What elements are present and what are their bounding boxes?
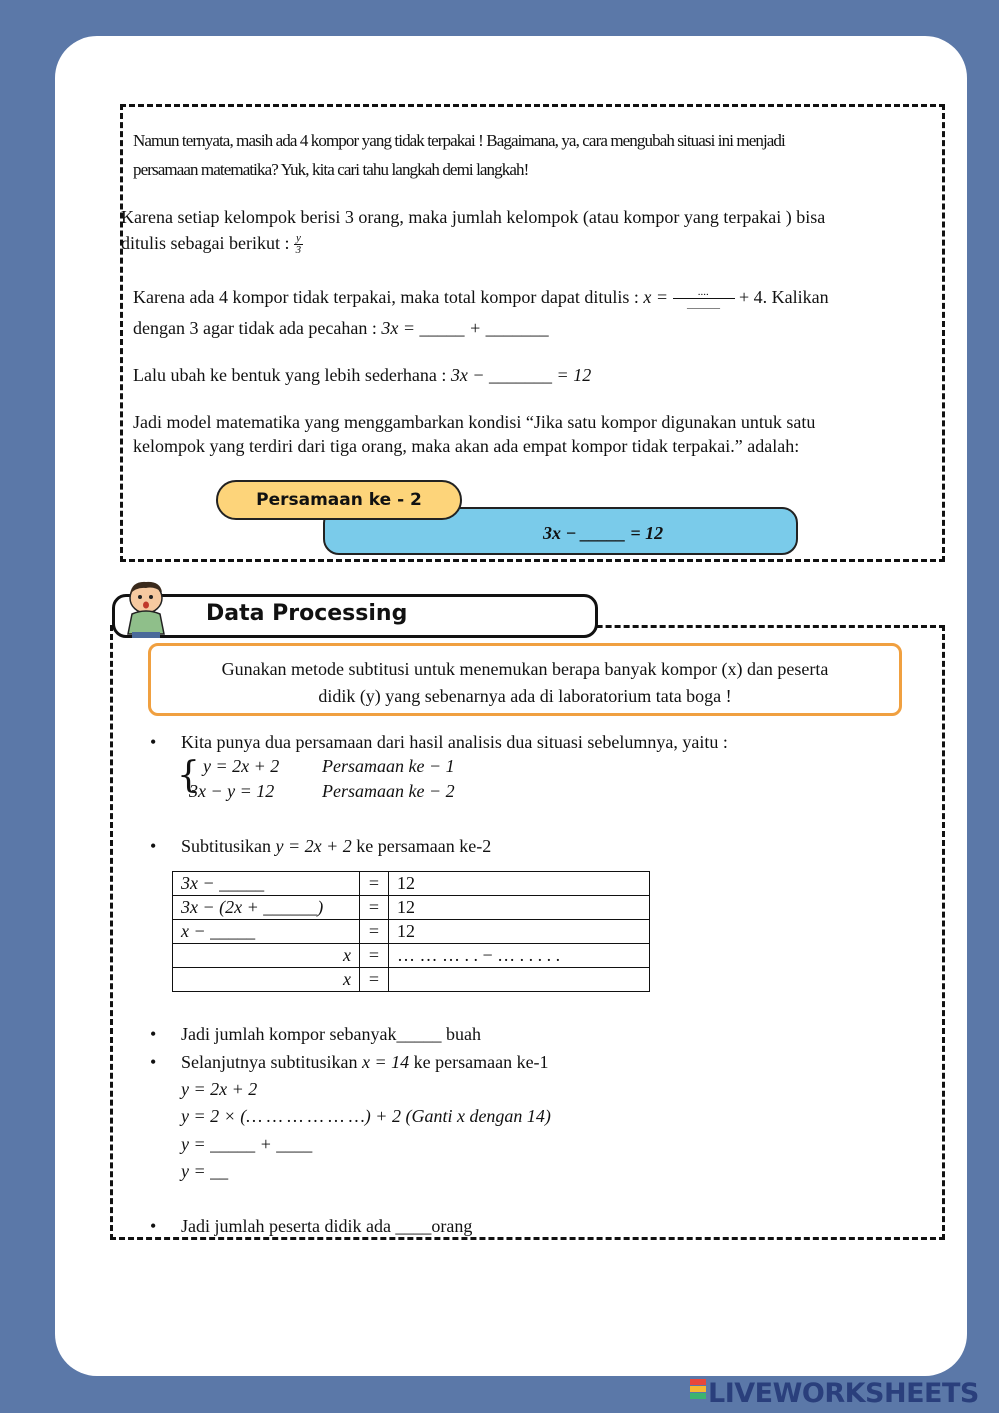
system-eq1-label: Persamaan ke − 1 (322, 756, 455, 776)
table-cell-eq: = (360, 896, 389, 920)
table-cell-eq: = (360, 872, 389, 896)
data-processing-title: Data Processing (206, 601, 408, 626)
table-cell-right (389, 968, 650, 992)
bullet-dot: • (150, 1216, 157, 1236)
equation-2-value: 3x − _____ = 12 (543, 523, 664, 543)
instruction-box (148, 643, 902, 716)
table-row (173, 896, 650, 920)
paragraph-total-line2 (133, 316, 549, 340)
table-row (173, 872, 650, 896)
table-cell-right: … … … . . − … . . . . . (389, 944, 650, 968)
substitute-math: y = 2x + 2 (275, 836, 352, 856)
instruction-line1: Gunakan metode subtitusi untuk menemukan berapa banyak kompor (x) dan peserta (221, 659, 829, 679)
bullet-dot: • (150, 836, 157, 856)
bullet-total-students: Jadi jumlah peserta didik ada ____orang (181, 1216, 473, 1236)
substitute-text: Subtitusikan (181, 836, 272, 856)
step-2-note: (Ganti x dengan 14) (405, 1106, 551, 1126)
bullet-two-equations: Kita punya dua persamaan dari hasil analisis dua situasi sebelumnya, yaitu : (181, 732, 728, 752)
student-character-icon (118, 578, 174, 640)
system-eq2: 3x − y = 12 (189, 781, 275, 801)
table-cell-eq: = (360, 920, 389, 944)
total-text: Karena ada 4 kompor tidak terpakai, maka total kompor dapat ditulis : (133, 287, 639, 307)
liveworksheets-logo (690, 1378, 979, 1409)
bullet-substitute-x (181, 1050, 549, 1074)
fraction-blank-denominator: ______ (687, 298, 720, 311)
intro-text-line2: persamaan matematika? Yuk, kita cari tahu langkah demi langkah! (133, 160, 529, 179)
fraction-blank-numerator: .... (673, 287, 735, 299)
substitution-table (172, 871, 650, 992)
bullet-dot: • (150, 1052, 157, 1072)
substitute-x-text-end: ke persamaan ke-1 (413, 1052, 549, 1072)
table-cell-eq: = (360, 944, 389, 968)
bullet-dot: • (150, 732, 157, 752)
simplify-text: Lalu ubah ke bentuk yang lebih sederhana : (133, 365, 447, 385)
bullet-total-stoves: Jadi jumlah kompor sebanyak_____ buah (181, 1024, 481, 1044)
system-eq2-label: Persamaan ke − 2 (322, 781, 455, 801)
logo-text: LIVEWORKSHEETS (708, 1378, 979, 1409)
instruction-line2: didik (y) yang sebenarnya ada di laboratorium tata boga ! (318, 686, 732, 706)
paragraph-total-line1 (133, 285, 829, 310)
simplify-math: 3x − _______ = 12 (450, 365, 592, 385)
total-math: x = (643, 287, 668, 307)
table-row (173, 944, 650, 968)
table-cell-left: x − _____ (173, 920, 360, 944)
multiply-math: 3x = _____ + _______ (381, 318, 549, 338)
table-cell-eq: = (360, 968, 389, 992)
table-row (173, 920, 650, 944)
paragraph-groups-line1: Karena setiap kelompok berisi 3 orang, maka jumlah kelompok (atau kompor yang terpakai ) bisa (121, 207, 826, 227)
paragraph-groups-text: ditulis sebagai berikut : (121, 233, 290, 253)
paragraph-model-line1: Jadi model matematika yang menggambarkan kondisi “Jika satu kompor digunakan untuk satu (133, 412, 816, 432)
fraction-y-over-3 (294, 233, 303, 256)
table-row (173, 968, 650, 992)
table-cell-left: x (173, 944, 360, 968)
table-cell-right: 12 (389, 872, 650, 896)
table-cell-left: x (173, 968, 360, 992)
intro-text-line1: Namun ternyata, masih ada 4 kompor yang tidak terpakai ! Bagaimana, ya, cara mengubah situasi ini menjadi (133, 131, 785, 150)
paragraph-simplify (133, 363, 591, 387)
bullet-dot: • (150, 1024, 157, 1044)
total-text-end: + 4. Kalikan (739, 287, 829, 307)
equation-2-label: Persamaan ke - 2 (216, 480, 462, 520)
table-cell-left: 3x − _____ (173, 872, 360, 896)
step-equation-1: y = 2x + 2 (181, 1079, 258, 1099)
substitute-x-math: x = 14 (361, 1052, 410, 1072)
fraction-denominator: 3 (295, 244, 302, 257)
fraction-numerator: y (295, 232, 301, 245)
step-equation-4: y = __ (181, 1161, 229, 1181)
live-color-icon (690, 1379, 706, 1405)
table-cell-right: 12 (389, 896, 650, 920)
table-cell-left: 3x − (2x + ______) (173, 896, 360, 920)
step-equation-3: y = _____ + ____ (181, 1134, 313, 1154)
paragraph-groups-line2 (121, 231, 303, 256)
bullet-substitute-y (181, 834, 491, 858)
step-equation-2 (181, 1104, 551, 1128)
table-cell-right: 12 (389, 920, 650, 944)
step-2-math: y = 2 × (… … … … … …) + 2 (181, 1106, 401, 1126)
system-brace: { (177, 755, 200, 796)
substitute-x-text: Selanjutnya subtitusikan (181, 1052, 358, 1072)
paragraph-model-line2: kelompok yang terdiri dari tiga orang, maka akan ada empat kompor tidak terpakai.” adalah: (133, 436, 800, 456)
multiply-text: dengan 3 agar tidak ada pecahan : (133, 318, 377, 338)
substitute-text-end: ke persamaan ke-2 (356, 836, 492, 856)
system-eq1: y = 2x + 2 (203, 756, 280, 776)
fraction-blank (673, 287, 735, 310)
